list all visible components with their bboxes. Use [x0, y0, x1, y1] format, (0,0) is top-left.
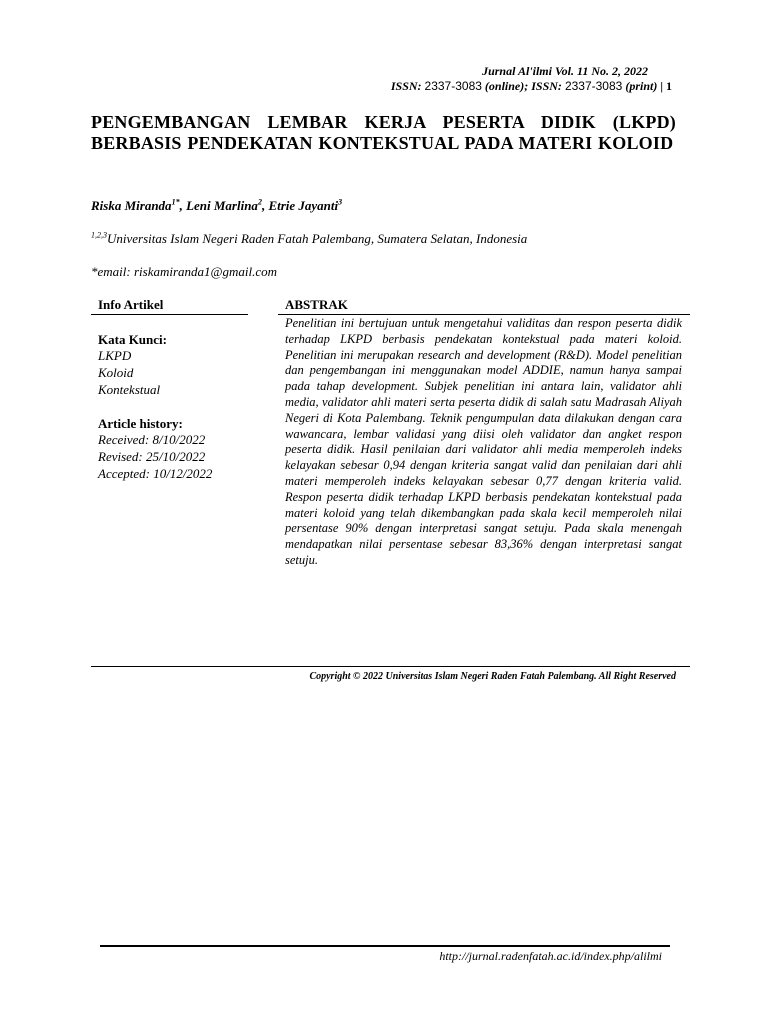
- history-item: Accepted: 10/12/2022: [98, 466, 213, 481]
- author-name: Leni Marlina: [186, 198, 258, 213]
- page-number: | 1: [660, 79, 672, 93]
- abstract-heading: ABSTRAK: [285, 297, 348, 312]
- author-sep: ,: [179, 198, 187, 213]
- info-divider: [91, 314, 248, 315]
- issn-print: 2337-3083: [564, 79, 623, 93]
- author-sup: 2: [257, 197, 262, 207]
- copyright-notice: Copyright © 2022 Universitas Islam Negeri Raden Fatah Palembang. All Right Reserved: [309, 671, 676, 682]
- paper-title: PENGEMBANGAN LEMBAR KERJA PESERTA DIDIK (LKPD) BERBASIS PENDEKATAN KONTEKSTUAL PADA MATERI KOLOID: [91, 112, 676, 153]
- history-heading: Article history:: [98, 416, 183, 431]
- author-name: Etrie Jayanti: [268, 198, 339, 213]
- keyword-item: Koloid: [98, 365, 134, 380]
- online-label: (online); ISSN:: [484, 79, 562, 93]
- author-list: [91, 198, 342, 214]
- author-sup: 3: [338, 197, 343, 207]
- journal-header: Jurnal Al'ilmi Vol. 11 No. 2, 2022: [482, 64, 648, 78]
- copyright-divider: [91, 666, 690, 667]
- author-sup: 1*: [171, 197, 180, 207]
- abstract-divider: [278, 314, 690, 315]
- print-label: (print): [625, 79, 658, 93]
- issn-online: 2337-3083: [424, 79, 482, 93]
- keywords-heading: Kata Kunci:: [98, 332, 167, 347]
- author-sep: ,: [261, 198, 269, 213]
- contact-email: *email: riskamiranda1@gmail.com: [91, 264, 277, 279]
- history-item: Revised: 25/10/2022: [98, 449, 206, 464]
- footer-divider: [100, 945, 670, 947]
- issn-label: ISSN:: [390, 79, 422, 93]
- keyword-item: LKPD: [98, 348, 132, 363]
- author-name: Riska Miranda: [91, 198, 172, 213]
- affiliation-sup: 1,2,3: [91, 230, 107, 240]
- footer-url[interactable]: http://jurnal.radenfatah.ac.id/index.php/alilmi: [439, 949, 662, 963]
- affiliation-text: Universitas Islam Negeri Raden Fatah Palembang, Sumatera Selatan, Indonesia: [107, 231, 528, 246]
- affiliation: [91, 231, 527, 247]
- abstract-text: Penelitian ini bertujuan untuk mengetahui validitas dan respon peserta didik terhadap LKPD berbasis pendekatan kontekstual pada materi koloid. Penelitian ini merupakan research and development (R&D). Model penelitian dan pengembangan ini menggunakan model ADDIE, namun hanya sampai pada tahap development. Subjek penelitian ini antara lain, validator ahli media, validator ahli materi serta peserta didik di salah satu Madrasah Aliyah Negeri di Kota Palembang. Teknik pengumpulan data dilakukan dengan cara wawancara, lembar validasi yang diisi oleh validator dan angket respon peserta didik. Hasil penilaian dari validator ahli media memperoleh indeks kelayakan sebesar 0,94 dengan kriteria sangat valid dan penilaian dari ahli materi memperoleh indeks kelayakan sebesar 0,77 dengan kriteria valid. Respon peserta didik terhadap LKPD berbasis pendekatan kontekstual pada materi koloid yang telah dikembangkan pada skala kecil memperoleh nilai persentase 90% dengan interpretasi sangat setuju. Pada skala menengah mendapatkan nilai persentase sebesar 83,36% dengan interpretasi sangat setuju.: [285, 316, 682, 567]
- keyword-item: Kontekstual: [98, 382, 161, 397]
- history-item: Received: 8/10/2022: [98, 432, 206, 447]
- issn-line: [391, 79, 672, 94]
- info-heading: Info Artikel: [98, 297, 164, 312]
